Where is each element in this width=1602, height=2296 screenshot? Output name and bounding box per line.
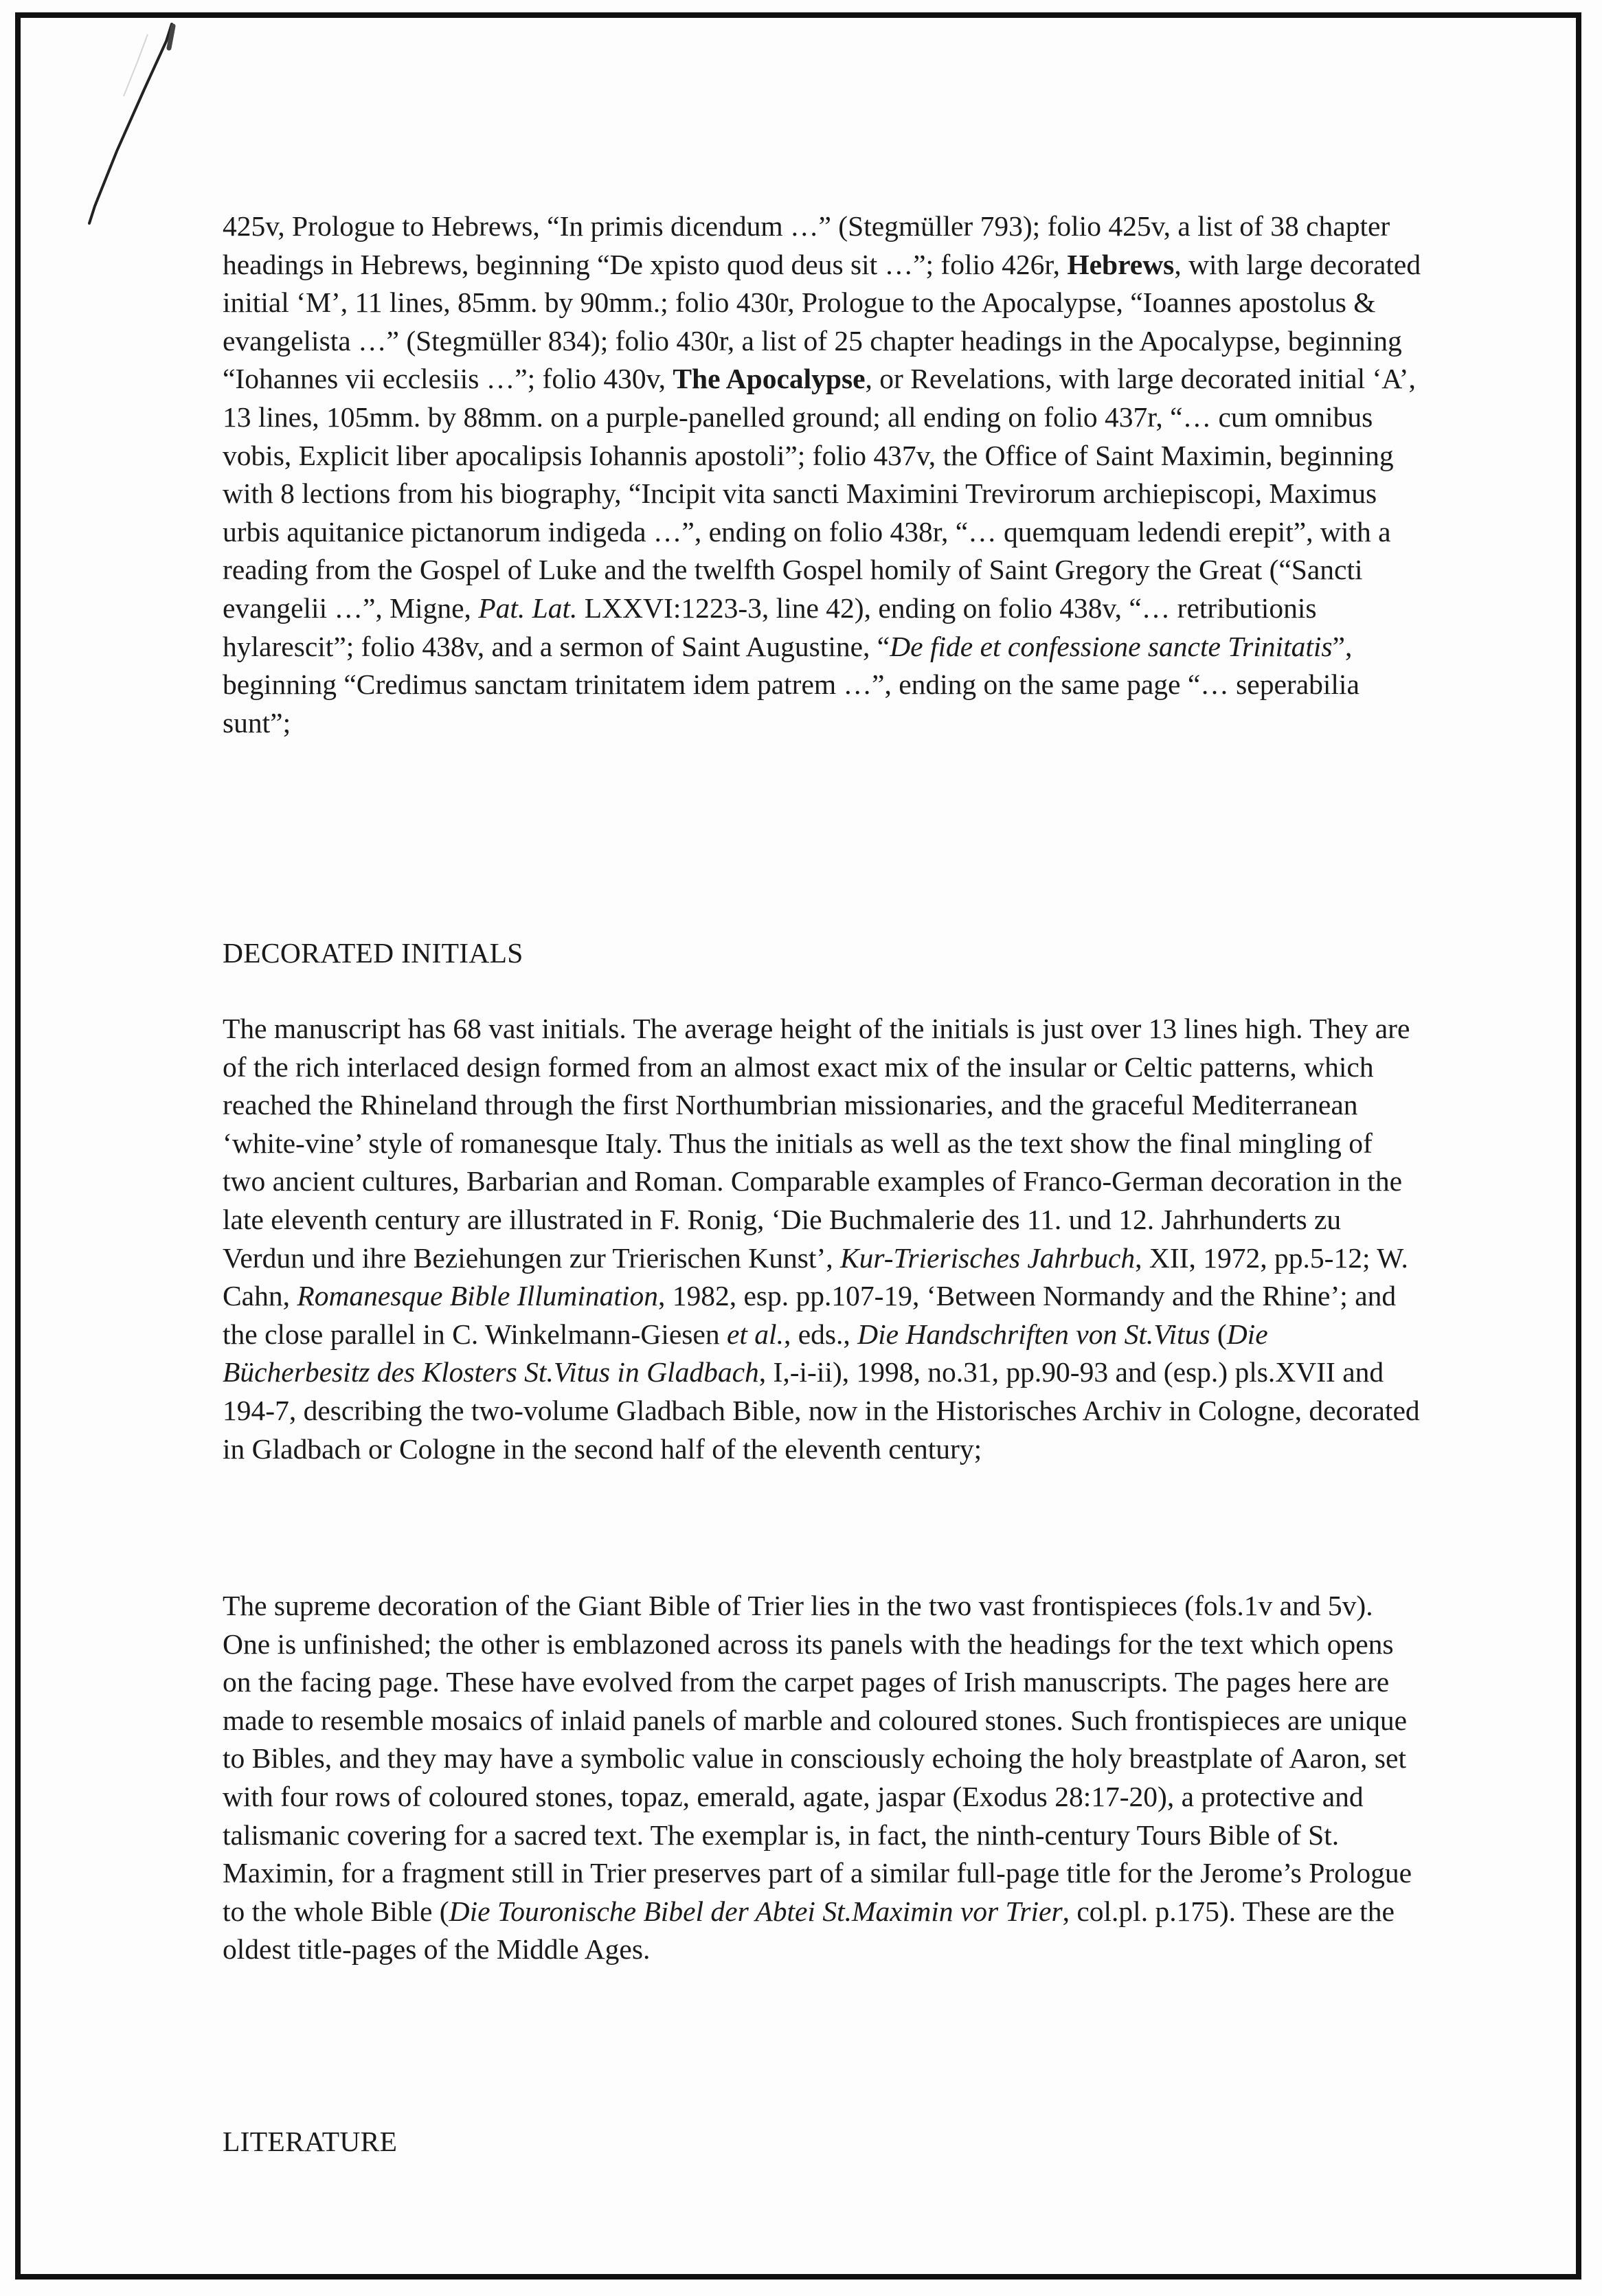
intro-text-4: LXXVI:1223-3, line 42), ending on folio 438v, “… retributionis hylarescit”; folio 438v, and a sermon of Saint Augustine, “: [223, 592, 1317, 662]
dec-text-3: , 1982, esp. pp.107-19, ‘Between Normandy and the Rhine’; and the close parallel in C. Winkelmann-Giesen: [223, 1280, 1397, 1350]
decorated-initials-paragraph: [223, 1010, 1421, 1468]
section-heading-decorated-initials: DECORATED INITIALS: [223, 937, 523, 969]
dec-italic-etal: et al.: [726, 1318, 784, 1350]
intro-bold-apocalypse: The Apocalypse: [673, 363, 866, 395]
front-italic-touronische: Die Touronische Bibel der Abtei St.Maximin vor Trier: [449, 1895, 1063, 1927]
dec-italic-romanesque: Romanesque Bible Illumination: [297, 1280, 658, 1312]
frontispiece-paragraph: [223, 1587, 1421, 1969]
front-text-2: , col.pl. p.175). These are the oldest title-pages of the Middle Ages.: [223, 1895, 1395, 1966]
front-text-1: The supreme decoration of the Giant Bible of Trier lies in the two vast frontispieces (fols.1v and 5v). One is unfinished; the other is emblazoned across its panels with the headings for the text which opens on the facing page. These have evolved from the carpet pages of Irish manuscripts. The pages here are made to resemble mosaics of inlaid panels of marble and coloured stones. Such frontispieces are unique to Bibles, and they may have a symbolic value in consciously echoing the holy breastplate of Aaron, set with four rows of coloured stones, topaz, emerald, agate, jaspar (Exodus 28:17-20), a protective and talismanic covering for a sacred text. The exemplar is, in fact, the ninth-century Tours Bible of St. Maximin, for a fragment still in Trier preserves part of a similar full-page title for the Jerome’s Prologue to the whole Bible (: [223, 1590, 1412, 1927]
dec-text-4: , eds.,: [783, 1318, 858, 1350]
dec-text-1: The manuscript has 68 vast initials. The average height of the initials is just over 13 lines high. They are of the rich interlaced design formed from an almost exact mix of the insular or Celtic patterns, which reached the Rhineland through the first Northumbrian missionaries, and the graceful Mediterranean ‘white-vine’ style of romanesque Italy. Thus the initials as well as the text show the final mingling of two ancient cultures, Barbarian and Roman. Comparable examples of Franco-German decoration in the late eleventh century are illustrated in F. Ronig, ‘Die Buchmalerie des 11. und 12. Jahrhunderts zu Verdun und ihre Beziehungen zur Trierischen Kunst’,: [223, 1013, 1410, 1274]
intro-bold-hebrews: Hebrews: [1067, 248, 1175, 280]
intro-text-2: , with large decorated initial ‘M’, 11 lines, 85mm. by 90mm.; folio 430r, Prologue to the Apocalypse, “Ioannes apostolus & evangelista …” (Stegmüller 834); folio 430r, a list of 25 chapter headings in the Apocalypse, beginning “Iohannes vii ecclesiis …”; folio 430v,: [223, 248, 1421, 395]
dec-italic-bucherbesitz: Die Bücherbesitz des Klosters St.Vitus in Gladbach: [223, 1318, 1268, 1388]
intro-italic-sermon-title: De fide et confessione sancte Trinitatis: [890, 630, 1333, 662]
dec-italic-kurtrierisches: Kur-Trierisches Jahrbuch: [839, 1241, 1136, 1274]
intro-text-3: , or Revelations, with large decorated initial ‘A’, 13 lines, 105mm. by 88mm. on a purple-panelled ground; all ending on folio 437r, “… cum omnibus vobis, Explicit liber apocalipsis Iohannis apostoli”; folio 437v, the Office of Saint Maximin, beginning with 8 lections from his biography, “Incipit vita sancti Maximini Trevirorum archiepiscopi, Maximus urbis aquitanice pictanorum indigeda …”, ending on folio 438r, “… quemquam ledendi erepit”, with a reading from the Gospel of Luke and the twelfth Gospel homily of Saint Gregory the Great (“Sancti evangelii …”, Migne,: [223, 363, 1416, 624]
intro-italic-patlat: Pat. Lat.: [478, 592, 578, 624]
dec-text-6: , I,-i-ii), 1998, no.31, pp.90-93 and (esp.) pls.XVII and 194-7, describing the two-volume Gladbach Bible, now in the Historisches Archiv in Cologne, decorated in Gladbach or Cologne in the second half of the eleventh century;: [223, 1356, 1420, 1465]
section-heading-literature: LITERATURE: [223, 2126, 398, 2157]
intro-paragraph: [223, 207, 1421, 742]
pen-stroke-mark: [41, 21, 179, 247]
intro-text-1: 425v, Prologue to Hebrews, “In primis dicendum …” (Stegmüller 793); folio 425v, a list of 38 chapter headings in Hebrews, beginning “De xpisto quod deus sit …”; folio 426r,: [223, 210, 1390, 280]
intro-text-5: ”, beginning “Credimus sanctam trinitatem idem patrem …”, ending on the same page “… seperabilia sunt”;: [223, 630, 1360, 739]
dec-text-2: , XII, 1972, pp.5-12; W. Cahn,: [223, 1241, 1408, 1312]
dec-italic-handschriften: Die Handschriften von St.Vitus: [857, 1318, 1210, 1350]
dec-text-5: (: [1210, 1318, 1227, 1350]
